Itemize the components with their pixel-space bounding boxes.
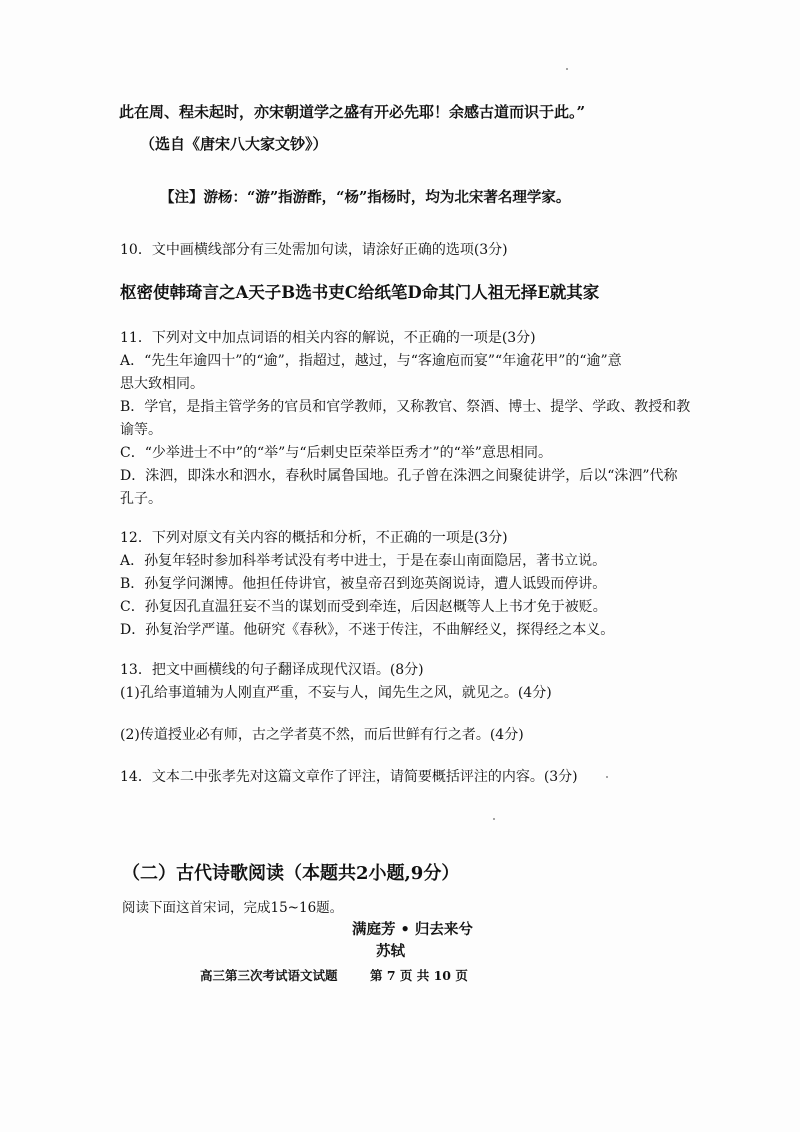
question-12-option-b: B．孙复学问渊博。他担任侍讲官，被皇帝召到迩英阁说诗，遭人诋毁而停讲。	[120, 576, 607, 592]
poem-title: 满庭芳 • 归去来兮	[352, 921, 473, 938]
question-12-option-d: D．孙复治学严谨。他研究《春秋》，不迷于传注，不曲解经义，探得经之本义。	[120, 622, 615, 638]
question-11-option-b-cont: 谕等。	[120, 422, 162, 438]
section-heading-poetry: （二）古代诗歌阅读（本题共2小题,9分）	[122, 863, 460, 884]
question-11-option-b: B．学官，是指主管学务的官员和官学教师，又称教官、祭酒、博士、提学、学政、教授和教	[120, 399, 691, 415]
question-11-option-d-cont: 孔子。	[120, 491, 162, 507]
question-12-stem: 12．下列对原文有关内容的概括和分析，不正确的一项是(3分)	[120, 530, 508, 546]
question-10-text: 枢密使韩琦言之A天子B选书吏C给纸笔D命其门人祖无择E就其家	[120, 283, 600, 302]
question-13-stem: 13．把文中画横线的句子翻译成现代汉语。(8分)	[120, 662, 424, 678]
passage-closing-line: 此在周、程未起时，亦宋朝道学之盛有开必先耶！余感古道而识于此。”	[119, 103, 586, 121]
question-11-option-a-cont: 思大致相同。	[120, 376, 204, 392]
question-10-stem: 10．文中画横线部分有三处需加句读，请涂好正确的选项(3分)	[120, 242, 508, 258]
question-11-option-a: A．“先生年逾四十”的“逾”，指超过，越过，与“客逾庖而宴”“年逾花甲”的“逾”意	[120, 353, 622, 369]
poetry-instruction: 阅读下面这首宋词，完成15~16题。	[122, 900, 344, 916]
scan-speck	[606, 776, 608, 778]
passage-note: 【注】游杨：“游”指游酢，“杨”指杨时，均为北宋著名理学家。	[160, 189, 571, 206]
footer-exam-title: 高三第三次考试语文试题	[200, 968, 338, 983]
scan-speck	[493, 818, 495, 820]
passage-source: （选自《唐宋八大家文钞》）	[140, 135, 328, 153]
question-13-sentence-2: (2)传道授业必有师，古之学者莫不然，而后世鲜有行之者。(4分)	[120, 727, 524, 743]
poem-author: 苏轼	[376, 943, 405, 960]
question-12-option-c: C．孙复因孔直温狂妄不当的谋划而受到牵连，后因赵概等人上书才免于被贬。	[120, 599, 607, 615]
footer-page-number: 第 7 页 共 10 页	[370, 968, 468, 983]
question-12-option-a: A．孙复年轻时参加科举考试没有考中进士，于是在泰山南面隐居，著书立说。	[120, 553, 607, 569]
question-14-stem: 14．文本二中张孝先对这篇文章作了评注，请简要概括评注的内容。(3分)	[120, 769, 578, 785]
question-11-stem: 11．下列对文中加点词语的相关内容的解说，不正确的一项是(3分)	[120, 330, 536, 346]
question-11-option-d: D．洙泗，即洙水和泗水，春秋时属鲁国地。孔子曾在洙泗之间聚徒讲学，后以“洙泗”代称	[120, 468, 678, 484]
question-13-sentence-1: (1)孔给事道辅为人刚直严重，不妄与人，闻先生之风，就见之。(4分)	[120, 685, 552, 701]
scan-speck	[566, 68, 568, 70]
question-11-option-c: C．“少举进士不中”的“举”与“后剌史臣荣举臣秀才”的“举”意思相同。	[120, 445, 552, 461]
